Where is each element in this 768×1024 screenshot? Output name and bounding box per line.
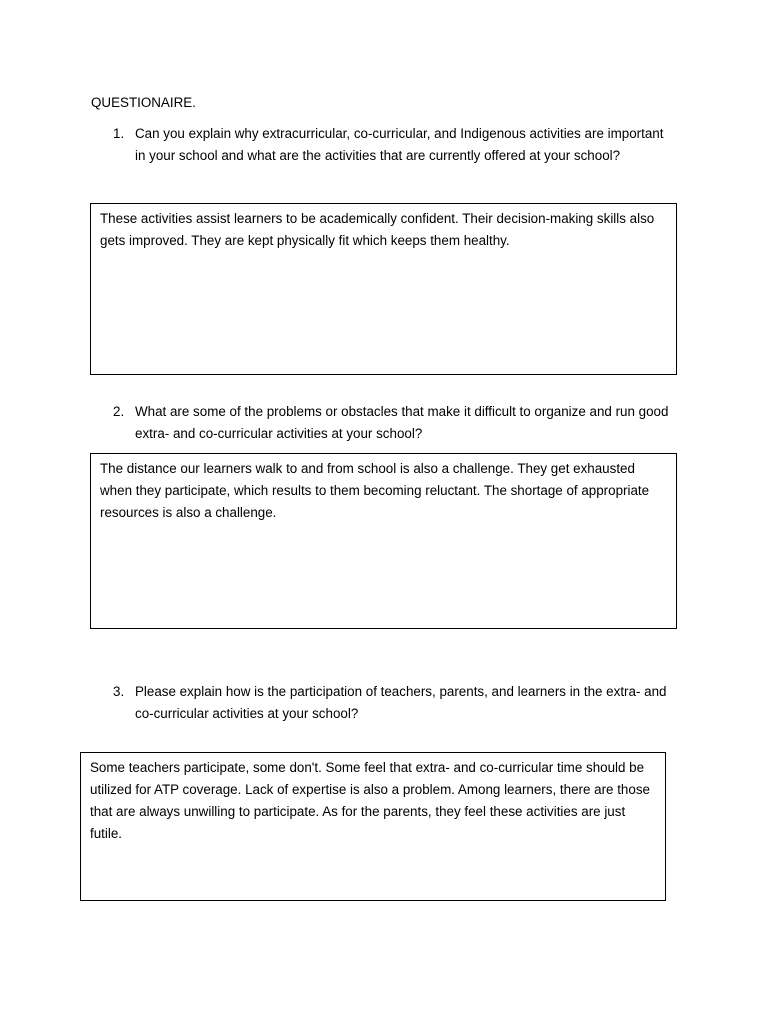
answer-box-2 bbox=[90, 453, 677, 629]
answer-box-3 bbox=[80, 752, 666, 901]
page-title: QUESTIONAIRE. bbox=[91, 95, 196, 110]
question-text: What are some of the problems or obstacles that make it difficult to organize and run good extra- and co-curricular activities at your school? bbox=[135, 404, 669, 441]
question-1 bbox=[113, 123, 673, 167]
question-number: 1. bbox=[113, 126, 125, 141]
question-number: 3. bbox=[113, 684, 125, 699]
question-number: 2. bbox=[113, 404, 125, 419]
answer-text: The distance our learners walk to and from school is also a challenge. They get exhausted when they participate, which results to them becoming reluctant. The shortage of appropriate resources is also a challenge. bbox=[100, 461, 650, 520]
answer-text: These activities assist learners to be academically confident. Their decision-making skills also gets improved. They are kept physically fit which keeps them healthy. bbox=[100, 211, 655, 248]
answer-box-1 bbox=[90, 203, 677, 375]
answer-text: Some teachers participate, some don't. Some feel that extra- and co-curricular time should be utilized for ATP coverage. Lack of expertise is also a problem. Among learners, there are those that are always unwilling to participate. As for the parents, they feel these activities are just futile. bbox=[90, 760, 650, 841]
question-3 bbox=[113, 681, 673, 725]
question-2 bbox=[113, 401, 673, 445]
question-text: Please explain how is the participation of teachers, parents, and learners in the extra- and co-curricular activities at your school? bbox=[135, 684, 667, 721]
question-text: Can you explain why extracurricular, co-curricular, and Indigenous activities are important in your school and what are the activities that are currently offered at your school? bbox=[135, 126, 664, 163]
